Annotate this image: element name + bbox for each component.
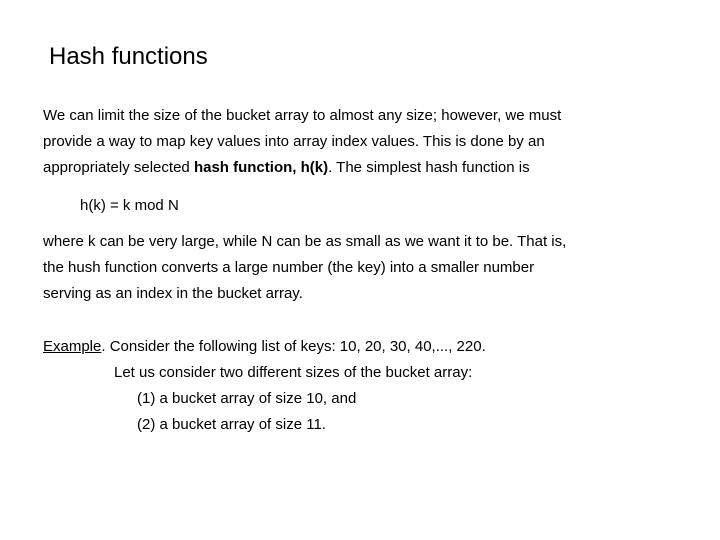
paragraph2-line3: serving as an index in the bucket array.	[43, 285, 303, 302]
example-line1	[43, 337, 486, 357]
paragraph1-line1: We can limit the size of the bucket array to almost any size; however, we must	[43, 107, 562, 124]
slide-title: Hash functions	[49, 43, 208, 70]
example-label: Example	[43, 338, 102, 355]
example-item2: (2) a bucket array of size 11.	[137, 416, 326, 433]
paragraph2-line1: where k can be very large, while N can be as small as we want it to be. That is,	[43, 233, 567, 250]
example-line2: Let us consider two different sizes of the bucket array:	[114, 364, 473, 381]
paragraph1-line3-suffix: . The simplest hash function is	[328, 159, 530, 176]
paragraph1-line3	[43, 158, 530, 178]
paragraph1-line3-prefix: appropriately selected	[43, 159, 194, 176]
example-item1: (1) a bucket array of size 10, and	[137, 390, 357, 407]
paragraph1-line2: provide a way to map key values into array index values. This is done by an	[43, 133, 545, 150]
paragraph2-line2: the hush function converts a large number (the key) into a smaller number	[43, 259, 535, 276]
hash-function-term: hash function, h(k)	[193, 159, 329, 176]
example-line1-text: . Consider the following list of keys: 10, 20, 30, 40,..., 220.	[101, 338, 486, 355]
hash-formula: h(k) = k mod N	[80, 197, 179, 214]
